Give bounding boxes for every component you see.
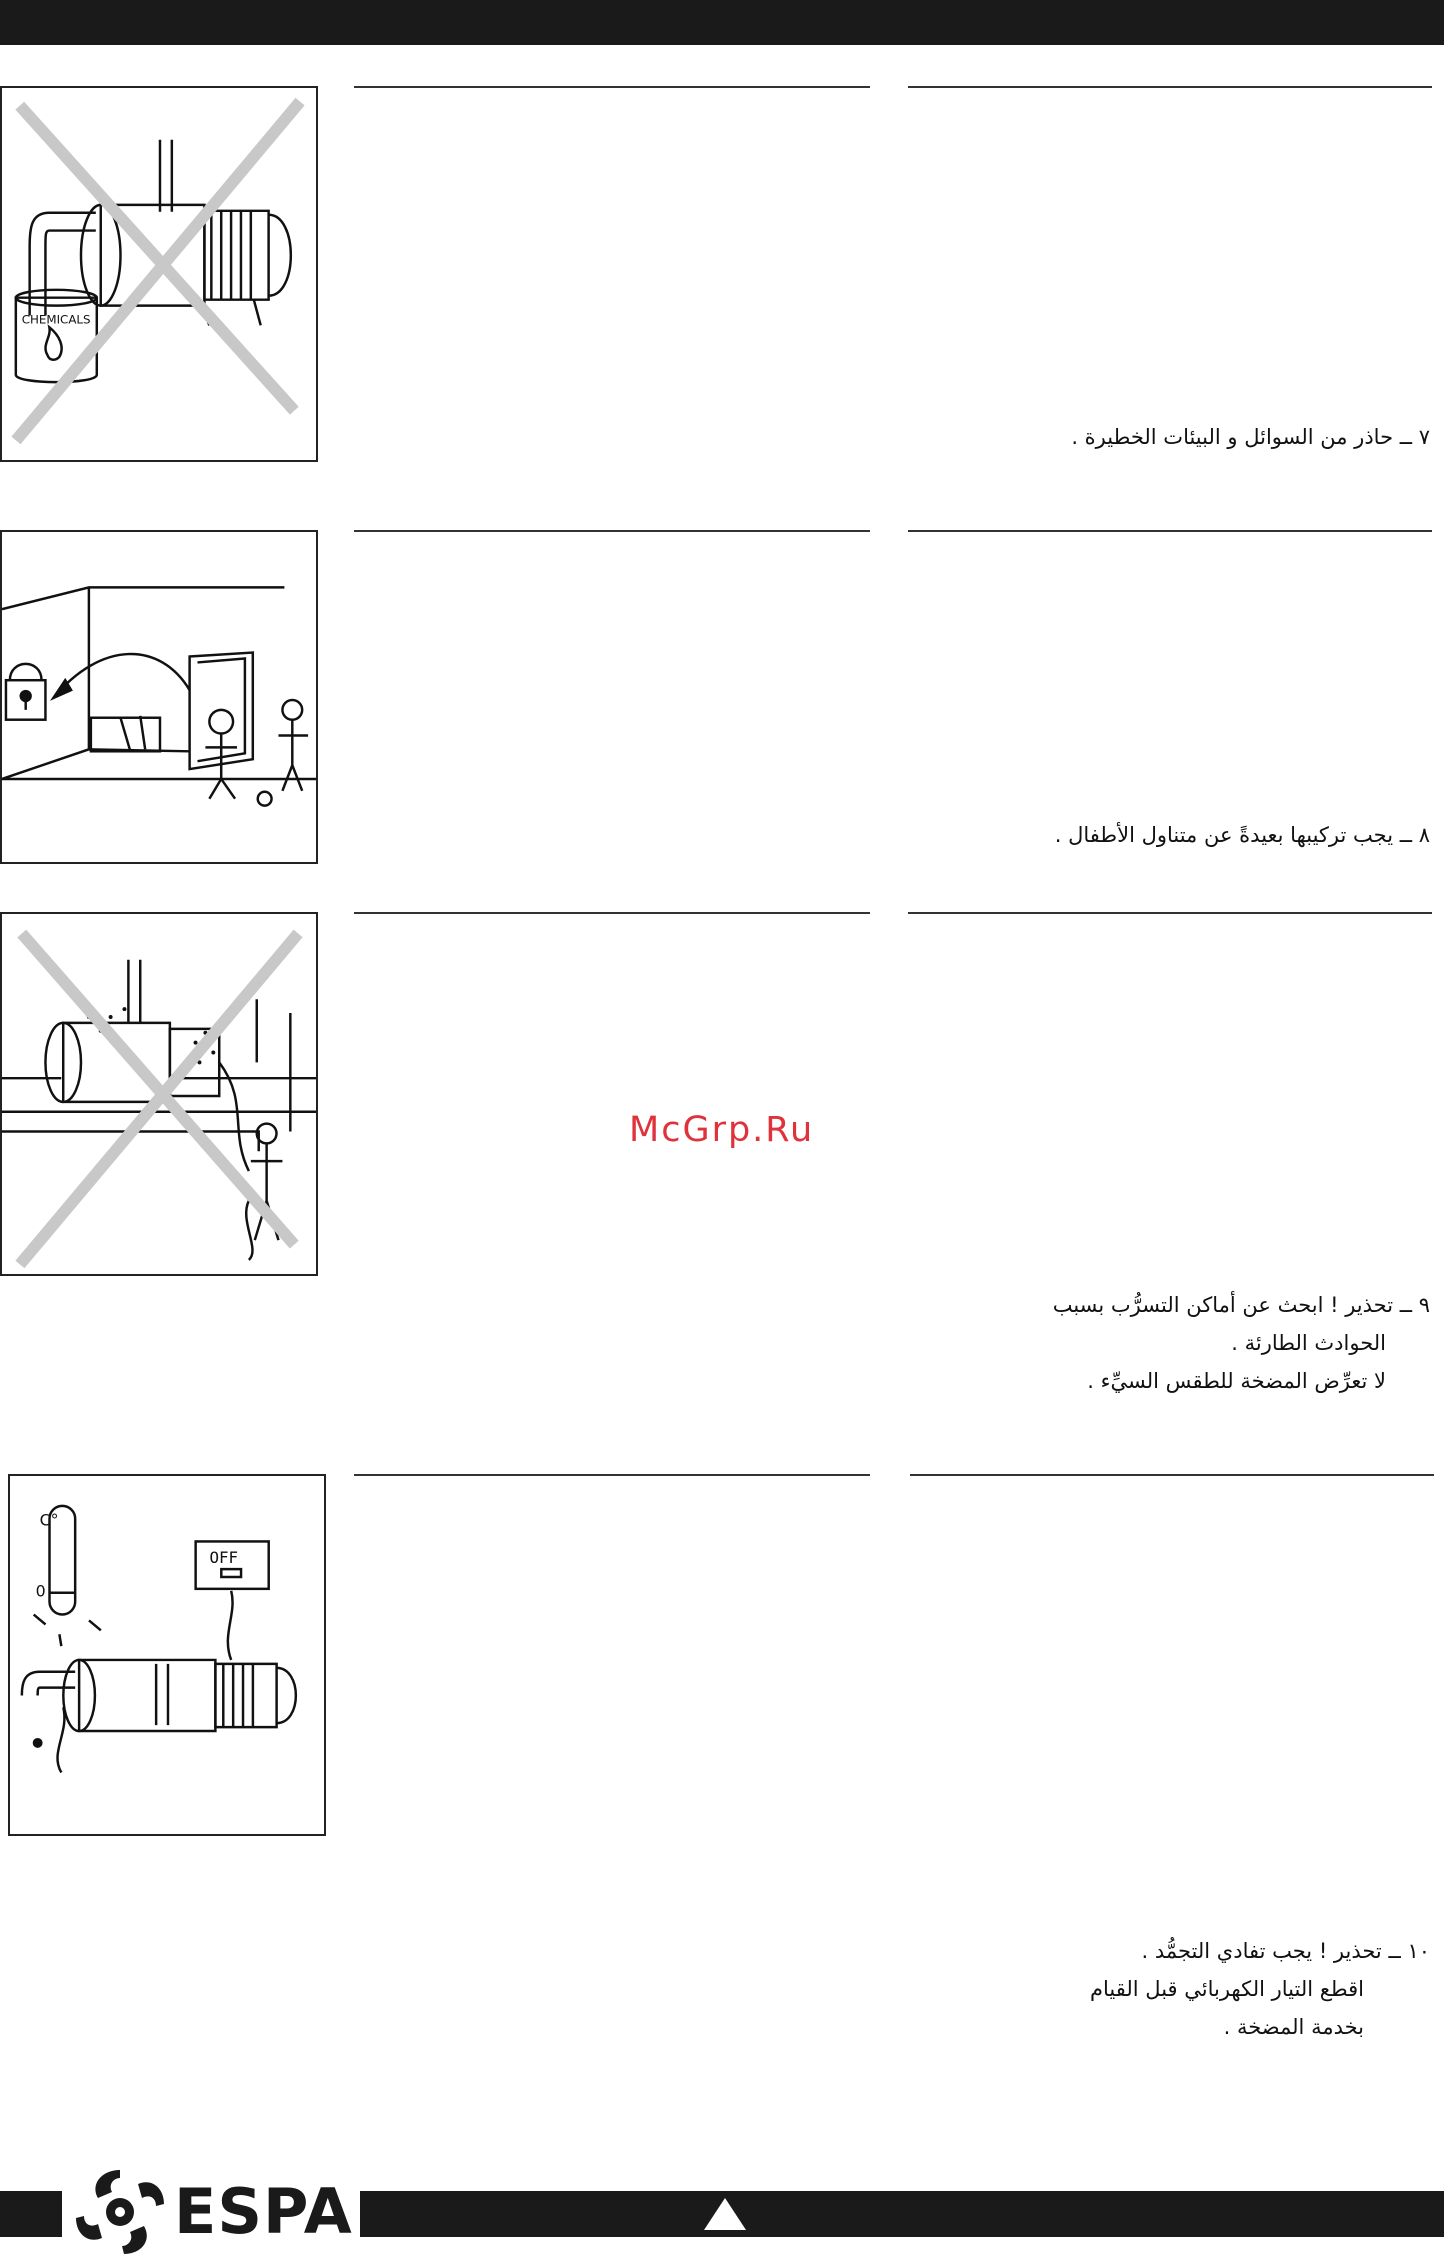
instruction-7-line-1: ٧ ــ حاذر من السوائل و البيئات الخطيرة . (1071, 425, 1430, 449)
instruction-7-text (700, 418, 1430, 456)
chemicals-label: CHEMICALS (21, 312, 91, 327)
divider-9-right (908, 912, 1432, 914)
figure-leak-flooding-warning (0, 912, 318, 1276)
instruction-10-line-3: بخدمة المضخة . (1223, 2015, 1364, 2039)
divider-10-middle (354, 1474, 870, 1476)
instruction-9-line-2: الحوادث الطارئة . (1231, 1331, 1386, 1355)
instruction-9-line-1: ٩ ــ تحذير ! ابحث عن أماكن التسرُّب بسبب (1052, 1293, 1430, 1317)
footer-bar-left (0, 2191, 62, 2237)
espa-logo-icon (68, 2164, 172, 2258)
instruction-8-line-1: ٨ ــ يجب تركيبها بعيدةً عن متناول الأطفال . (1054, 823, 1430, 847)
thermometer-c-label: C° (39, 1510, 59, 1530)
figure-keep-away-from-children (0, 530, 318, 864)
figure-chemicals-warning (0, 86, 318, 462)
instruction-9-text (700, 1286, 1430, 1400)
instruction-8-text (700, 816, 1430, 854)
divider-8-right (908, 530, 1432, 532)
brand-logo-text: ESPA (174, 2175, 353, 2248)
footer-bar-right (360, 2191, 1444, 2237)
divider-9-middle (354, 912, 870, 914)
divider-7-right (908, 86, 1432, 88)
top-bar (0, 0, 1444, 45)
off-label: OFF (209, 1548, 238, 1568)
divider-7-middle (354, 86, 870, 88)
divider-10-right (910, 1474, 1434, 1476)
instruction-10-line-2: اقطع التيار الكهربائي قبل القيام (1090, 1977, 1364, 2001)
thermometer-zero-label: 0 (35, 1581, 46, 1601)
instruction-10-text (700, 1932, 1430, 2046)
figure-frost-power-off (8, 1474, 326, 1836)
up-triangle-icon[interactable] (700, 2194, 750, 2234)
watermark: McGrp.Ru (629, 1110, 815, 1150)
instruction-9-line-3: لا تعرِّض المضخة للطقس السيِّء . (1087, 1369, 1386, 1393)
instruction-10-line-1: ١٠ ــ تحذير ! يجب تفادي التجمُّد . (1141, 1939, 1430, 1963)
divider-8-middle (354, 530, 870, 532)
